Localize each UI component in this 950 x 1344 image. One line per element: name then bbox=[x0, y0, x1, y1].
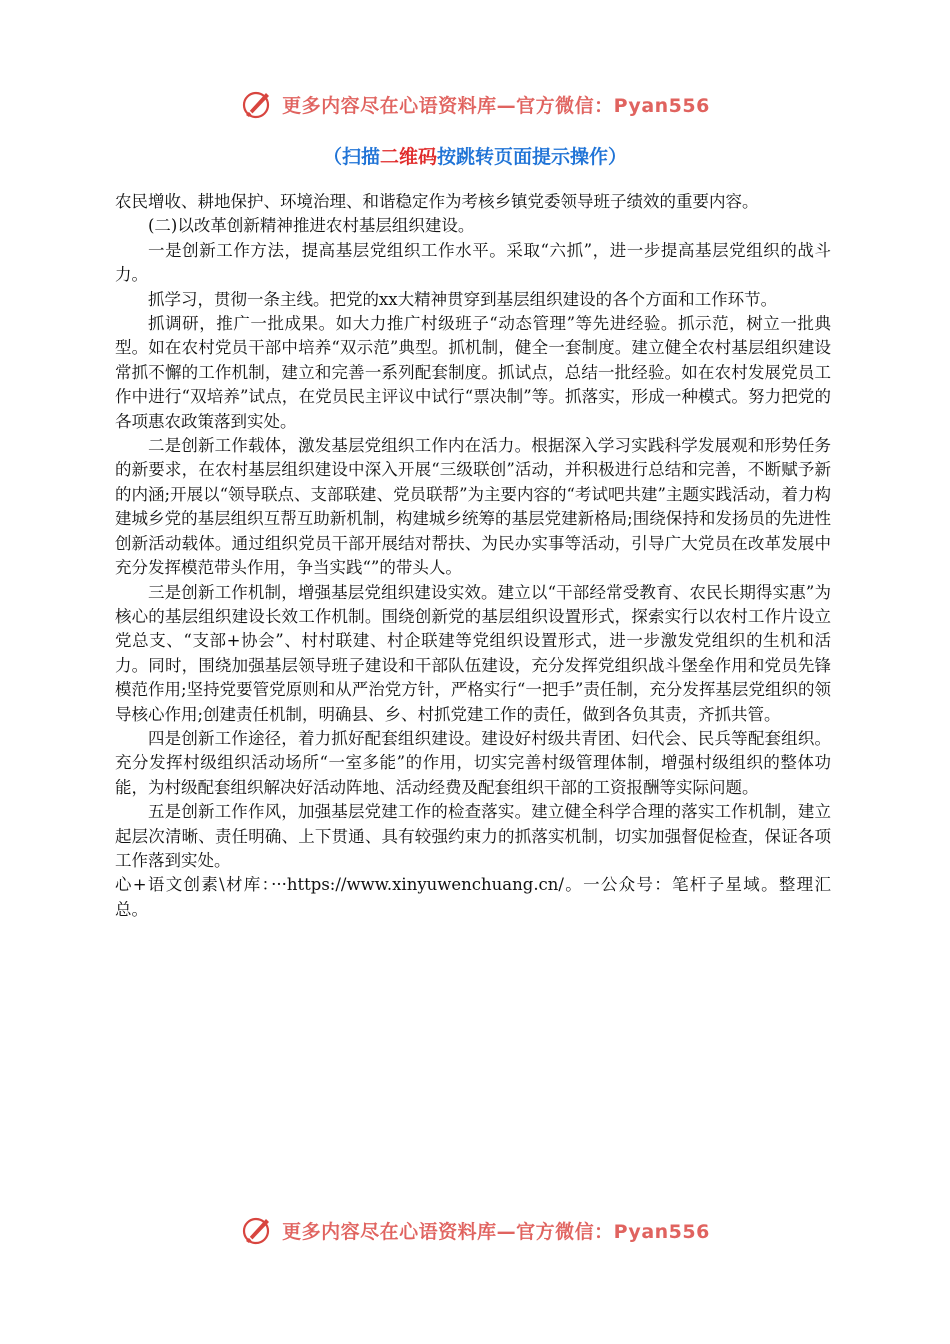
pen-logo-icon bbox=[240, 87, 274, 121]
paragraph: 抓调研，推广一批成果。如大力推广村级班子“动态管理”等先进经验。抓示范，树立一批典型。如在农村党员干部中培养“双示范”典型。抓机制，健全一套制度。建立健全农村基层组织建设常抓不懈的工作机制，建立和完善一系列配套制度。抓试点，总结一批经验。如在农村发展党员工作中进行“双培养”试点，在党员民主评议中试行“票决制”等。抓落实，形成一种模式。努力把党的各项惠农政策落到实处。 bbox=[115, 314, 831, 431]
paragraph: 二是创新工作载体，激发基层党组织工作内在活力。根据深入学习实践科学发展观和形势任务的新要求，在农村基层组织建设中深入开展“三级联创”活动，并积极进行总结和完善，不断赋予新的内涵;开展以“领导联点、支部联建、党员联帮”为主要内容的“考试吧共建”主题实践活动，着力构建城乡党的基层组织互帮互助新机制，构建城乡统筹的基层党建新格局;围绕保持和发扬员的先进性创新活动载体。通过组织党员干部开展结对帮扶、为民办实事等活动，引导广大党员在改革发展中充分发挥模范带头作用，争当实践“”的带头人。 bbox=[115, 436, 831, 578]
paragraph: 三是创新工作机制，增强基层党组织建设实效。建立以“干部经常受教育、农民长期得实惠”为核心的基层组织建设长效工作机制。围绕创新党的基层组织设置形式，探索实行以农村工作片设立党总支、“支部+协会”、村村联建、村企联建等党组织设置形式，进一步激发党组织的生机和活力。同时，围绕加强基层领导班子建设和干部队伍建设，充分发挥党组织战斗堡垒作用和党员先锋模范作用;坚持党要管党原则和从严治党方针，严格实行“一把手”责任制，充分发挥基层党组织的领导核心作用;创建责任机制，明确县、乡、村抓党建工作的责任，做到各负其责，齐抓共管。 bbox=[115, 582, 831, 724]
scan-qr-hint bbox=[0, 142, 950, 169]
paragraph: 农民增收、耕地保护、环境治理、和谐稳定作为考核乡镇党委领导班子绩效的重要内容。 bbox=[115, 192, 759, 211]
scan-hint-rest: 按跳转页面提示操作） bbox=[437, 146, 628, 168]
footer-banner bbox=[0, 1210, 950, 1250]
header-banner bbox=[0, 84, 950, 124]
scan-hint-highlight: 二维码 bbox=[379, 146, 437, 168]
header-banner-text: 更多内容尽在心语资料库—官方微信：Pyan556 bbox=[282, 94, 710, 117]
source-note: 心+语文创素\材库：···https://www.xinyuwenchuang.cn/。一公众号：笔杆子星域。整理汇总。 bbox=[115, 875, 831, 919]
paragraph: 抓学习，贯彻一条主线。把党的xx大精神贯穿到基层组织建设的各个方面和工作环节。 bbox=[148, 289, 778, 309]
paragraph: 四是创新工作途径，着力抓好配套组织建设。建设好村级共青团、妇代会、民兵等配套组织。充分发挥村级组织活动场所“一室多能”的作用，切实完善村级管理体制，增强村级组织的整体功能，为村级配套组织解决好活动阵地、活动经费及配套组织干部的工资报酬等实际问题。 bbox=[115, 728, 831, 797]
footer-banner-text: 更多内容尽在心语资料库—官方微信：Pyan556 bbox=[282, 1220, 710, 1243]
paragraph: 一是创新工作方法，提高基层党组织工作水平。采取“六抓”，进一步提高基层党组织的战斗力。 bbox=[115, 240, 831, 285]
document-body bbox=[115, 190, 831, 922]
paragraph: 五是创新工作作风，加强基层党建工作的检查落实。建立健全科学合理的落实工作机制，建立起层次清晰、责任明确、上下贯通、具有较强约束力的抓落实机制，切实加强督促检查，保证各项工作落到实处。 bbox=[115, 802, 831, 870]
pen-logo-icon bbox=[240, 1213, 274, 1247]
scan-hint-open: （扫描 bbox=[322, 146, 380, 168]
section-heading: (二)以改革创新精神推进农村基层组织建设。 bbox=[148, 216, 475, 236]
